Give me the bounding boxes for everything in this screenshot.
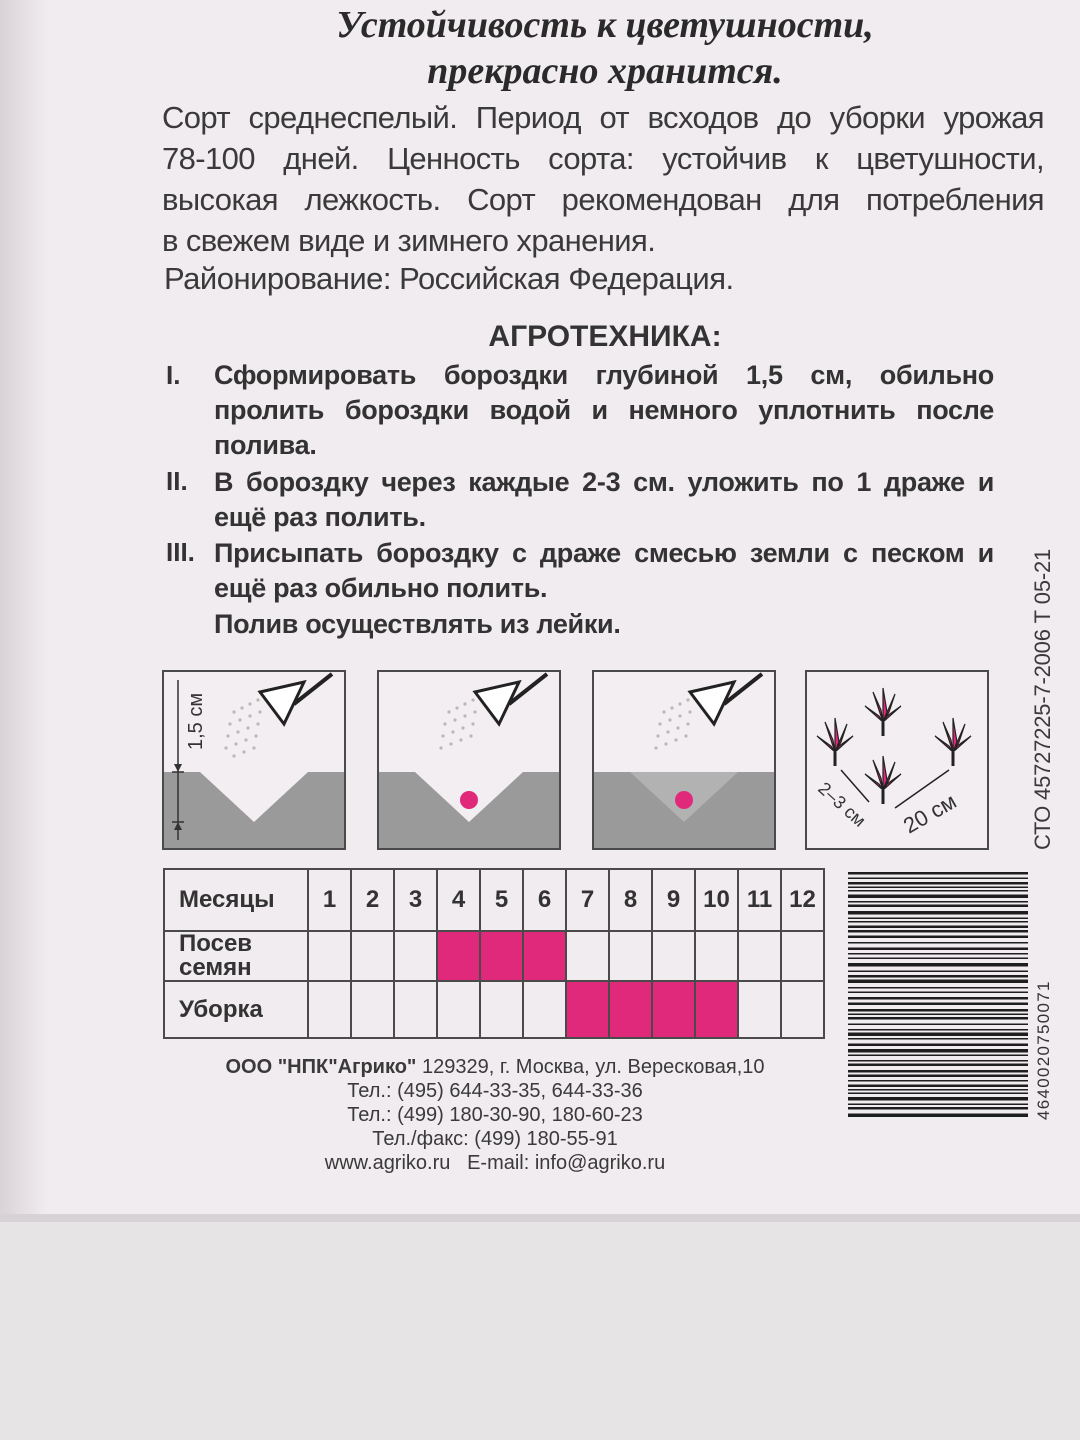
contact-company-line (150, 1056, 840, 1079)
barcode-bar (848, 997, 1028, 1000)
calendar-cell (394, 931, 437, 981)
month-cell: 10 (695, 869, 738, 931)
barcode-bar (848, 1089, 1028, 1091)
barcode-bar (848, 1003, 1028, 1006)
month-cell: 11 (738, 869, 781, 931)
month-cell: 9 (652, 869, 695, 931)
barcode-bar (848, 1044, 1028, 1047)
barcode-bar (848, 921, 1028, 923)
barcode-bar (848, 926, 1028, 929)
barcode-bar (848, 992, 1028, 994)
barcode-bar (848, 1033, 1028, 1037)
barcode-bar (848, 901, 1028, 903)
agrotech-title: АГРОТЕХНИКА: (488, 320, 722, 353)
standard-code: СТО 45727225-7-2006 Т 05-21 (1030, 548, 1055, 850)
diagram-furrow-depth (162, 670, 346, 850)
barcode-bar (848, 1093, 1028, 1095)
spacing-label: 2–3 см (814, 778, 870, 831)
calendar-cell (308, 931, 351, 981)
barcode-bar (848, 1014, 1028, 1016)
packet-edge-shadow (0, 0, 48, 1222)
month-cell: 12 (781, 869, 824, 931)
calendar-cell (609, 931, 652, 981)
barcode-bar (848, 958, 1028, 960)
calendar-cell-active (437, 931, 480, 981)
barcode-bar (848, 980, 1028, 984)
packet-bottom-edge (0, 1214, 1080, 1222)
calendar-cell (738, 981, 781, 1038)
description-line-3: высокая лежкость. Сорт рекомендован для потребления (162, 182, 1044, 217)
calendar-cell (394, 981, 437, 1038)
barcode-bar (848, 975, 1028, 978)
step-number-2: II. (166, 466, 188, 496)
description-line-4: в свежем виде и зимнего хранения. (162, 223, 656, 258)
barcode-bar (848, 1075, 1028, 1078)
barcode-icon (848, 868, 1036, 1118)
calendar-cell (351, 931, 394, 981)
calendar-cell (738, 931, 781, 981)
watering-can-icon (260, 674, 332, 724)
barcode-bar (848, 942, 1028, 944)
sowing-calendar (163, 868, 825, 1039)
calendar-row-label (164, 931, 308, 981)
sowing-label-line-2: семян (179, 954, 252, 981)
watering-note: Полив осуществлять из лейки. (214, 609, 621, 639)
diagram-seed-placement (377, 670, 561, 850)
water-spray-icon (654, 698, 691, 749)
calendar-header-label: Месяцы (164, 869, 308, 931)
company-address: 129329, г. Москва, ул. Вересковая,10 (421, 1056, 765, 1078)
description-line-2: 78-100 дней. Ценность сорта: устойчив к цветушности, (162, 141, 1044, 176)
harvest-label: Уборка (179, 995, 263, 1023)
calendar-cell (308, 981, 351, 1038)
water-spray-icon (224, 698, 261, 757)
contact-fax: Тел./факс: (499) 180-55-91 (372, 1128, 618, 1150)
background-surface (0, 1222, 1080, 1440)
calendar-cell (781, 981, 824, 1038)
step-number-3: III. (166, 537, 195, 567)
row-spacing-label: 20 см (899, 788, 961, 839)
calendar-cell-active (480, 931, 523, 981)
barcode-bar (848, 1064, 1028, 1067)
headline-line-2: прекрасно хранится. (427, 50, 783, 92)
barcode-bar (848, 895, 1028, 899)
barcode-bar (848, 1085, 1028, 1088)
month-cell: 3 (394, 869, 437, 931)
calendar-cell-active (609, 981, 652, 1038)
calendar-row-harvest (164, 981, 824, 1038)
step-text-3: Присыпать бороздку с драже смесью земли с песком и ещё раз обильно полить. (214, 538, 994, 603)
description-line-1: Сорт среднеспелый. Период от всходов до уборки урожая (162, 100, 1044, 135)
email-text: E-mail: info@agriko.ru (467, 1152, 666, 1174)
barcode-bar (848, 1104, 1028, 1106)
calendar-cell (523, 981, 566, 1038)
barcode-bar (848, 905, 1028, 908)
watering-can-icon (690, 674, 762, 724)
month-cell: 2 (351, 869, 394, 931)
contact-phone-2: Тел.: (499) 180-30-90, 180-60-23 (347, 1104, 643, 1126)
barcode-bar (848, 1024, 1028, 1026)
barcode-bar (848, 987, 1028, 989)
month-cell: 4 (437, 869, 480, 931)
step-text-2: В бороздку через каждые 2-3 см. уложить по 1 драже и ещё раз полить. (214, 467, 994, 532)
barcode-bar (848, 878, 1028, 880)
barcode-bar (848, 1097, 1028, 1101)
month-cell: 7 (566, 869, 609, 931)
diagram-covered-furrow (592, 670, 776, 850)
depth-label: 1,5 см (185, 692, 207, 750)
calendar-cell-active (566, 981, 609, 1038)
calendar-cell-active (695, 981, 738, 1038)
seed-icon (460, 791, 478, 809)
contact-web-line (150, 1152, 840, 1175)
barcode-bar (848, 1107, 1028, 1110)
barcode-bar (848, 963, 1028, 967)
barcode-bar (848, 1060, 1028, 1062)
barcode-bar (848, 890, 1028, 892)
barcode-bar (848, 948, 1028, 951)
barcode-bar (848, 1038, 1028, 1040)
month-cell: 1 (308, 869, 351, 931)
sprout-icon (817, 688, 971, 804)
barcode-bar (848, 1070, 1028, 1073)
calendar-cell (652, 931, 695, 981)
barcode-bar (848, 1055, 1028, 1057)
calendar-cell (695, 931, 738, 981)
barcode-digits: 4640020750071 (1034, 980, 1053, 1120)
headline-line-1: Устойчивость к цветушности, (336, 4, 874, 46)
calendar-row-sowing (164, 931, 824, 981)
region-text: Районирование: Российская Федерация. (164, 261, 734, 296)
calendar-header-row (164, 869, 824, 931)
calendar-cell (480, 981, 523, 1038)
seed-icon (675, 791, 693, 809)
barcode-bar (848, 1029, 1028, 1031)
barcode-bar (848, 1009, 1028, 1012)
barcode-bar (848, 971, 1028, 973)
calendar-cell (351, 981, 394, 1038)
month-cell: 6 (523, 869, 566, 931)
sowing-label-line-1: Посев (179, 930, 253, 957)
company-name: ООО "НПК"Агрико" (225, 1056, 417, 1078)
contact-phone-1: Тел.: (495) 644-33-35, 644-33-36 (347, 1080, 643, 1102)
month-cell: 5 (480, 869, 523, 931)
month-cell: 8 (609, 869, 652, 931)
calendar-cell (781, 931, 824, 981)
step-text-1: Сформировать бороздки глубиной 1,5 см, обильно пролить бороздки водой и немного уплотнить после полива. (214, 360, 994, 460)
barcode-bar (848, 872, 1028, 875)
step-number-1: I. (166, 360, 181, 390)
barcode-bar (848, 936, 1028, 939)
website-link: www.agriko.ru (324, 1152, 451, 1174)
barcode-bar (848, 911, 1028, 915)
watering-can-icon (475, 674, 547, 724)
calendar-row-label (164, 981, 308, 1038)
barcode-bar (848, 882, 1028, 885)
barcode-bar (848, 918, 1028, 920)
barcode-bar (848, 1017, 1028, 1020)
barcode-bar (848, 1114, 1028, 1118)
water-spray-icon (439, 698, 476, 749)
barcode-bar (848, 930, 1028, 933)
barcode-bar (848, 1049, 1028, 1053)
barcode-bar (848, 1080, 1028, 1082)
barcode-bar (848, 887, 1028, 889)
calendar-cell-active (523, 931, 566, 981)
calendar-cell (437, 981, 480, 1038)
diagram-sprout-spacing (805, 670, 989, 850)
calendar-cell-active (652, 981, 695, 1038)
barcode-bar (848, 953, 1028, 955)
calendar-cell (566, 931, 609, 981)
